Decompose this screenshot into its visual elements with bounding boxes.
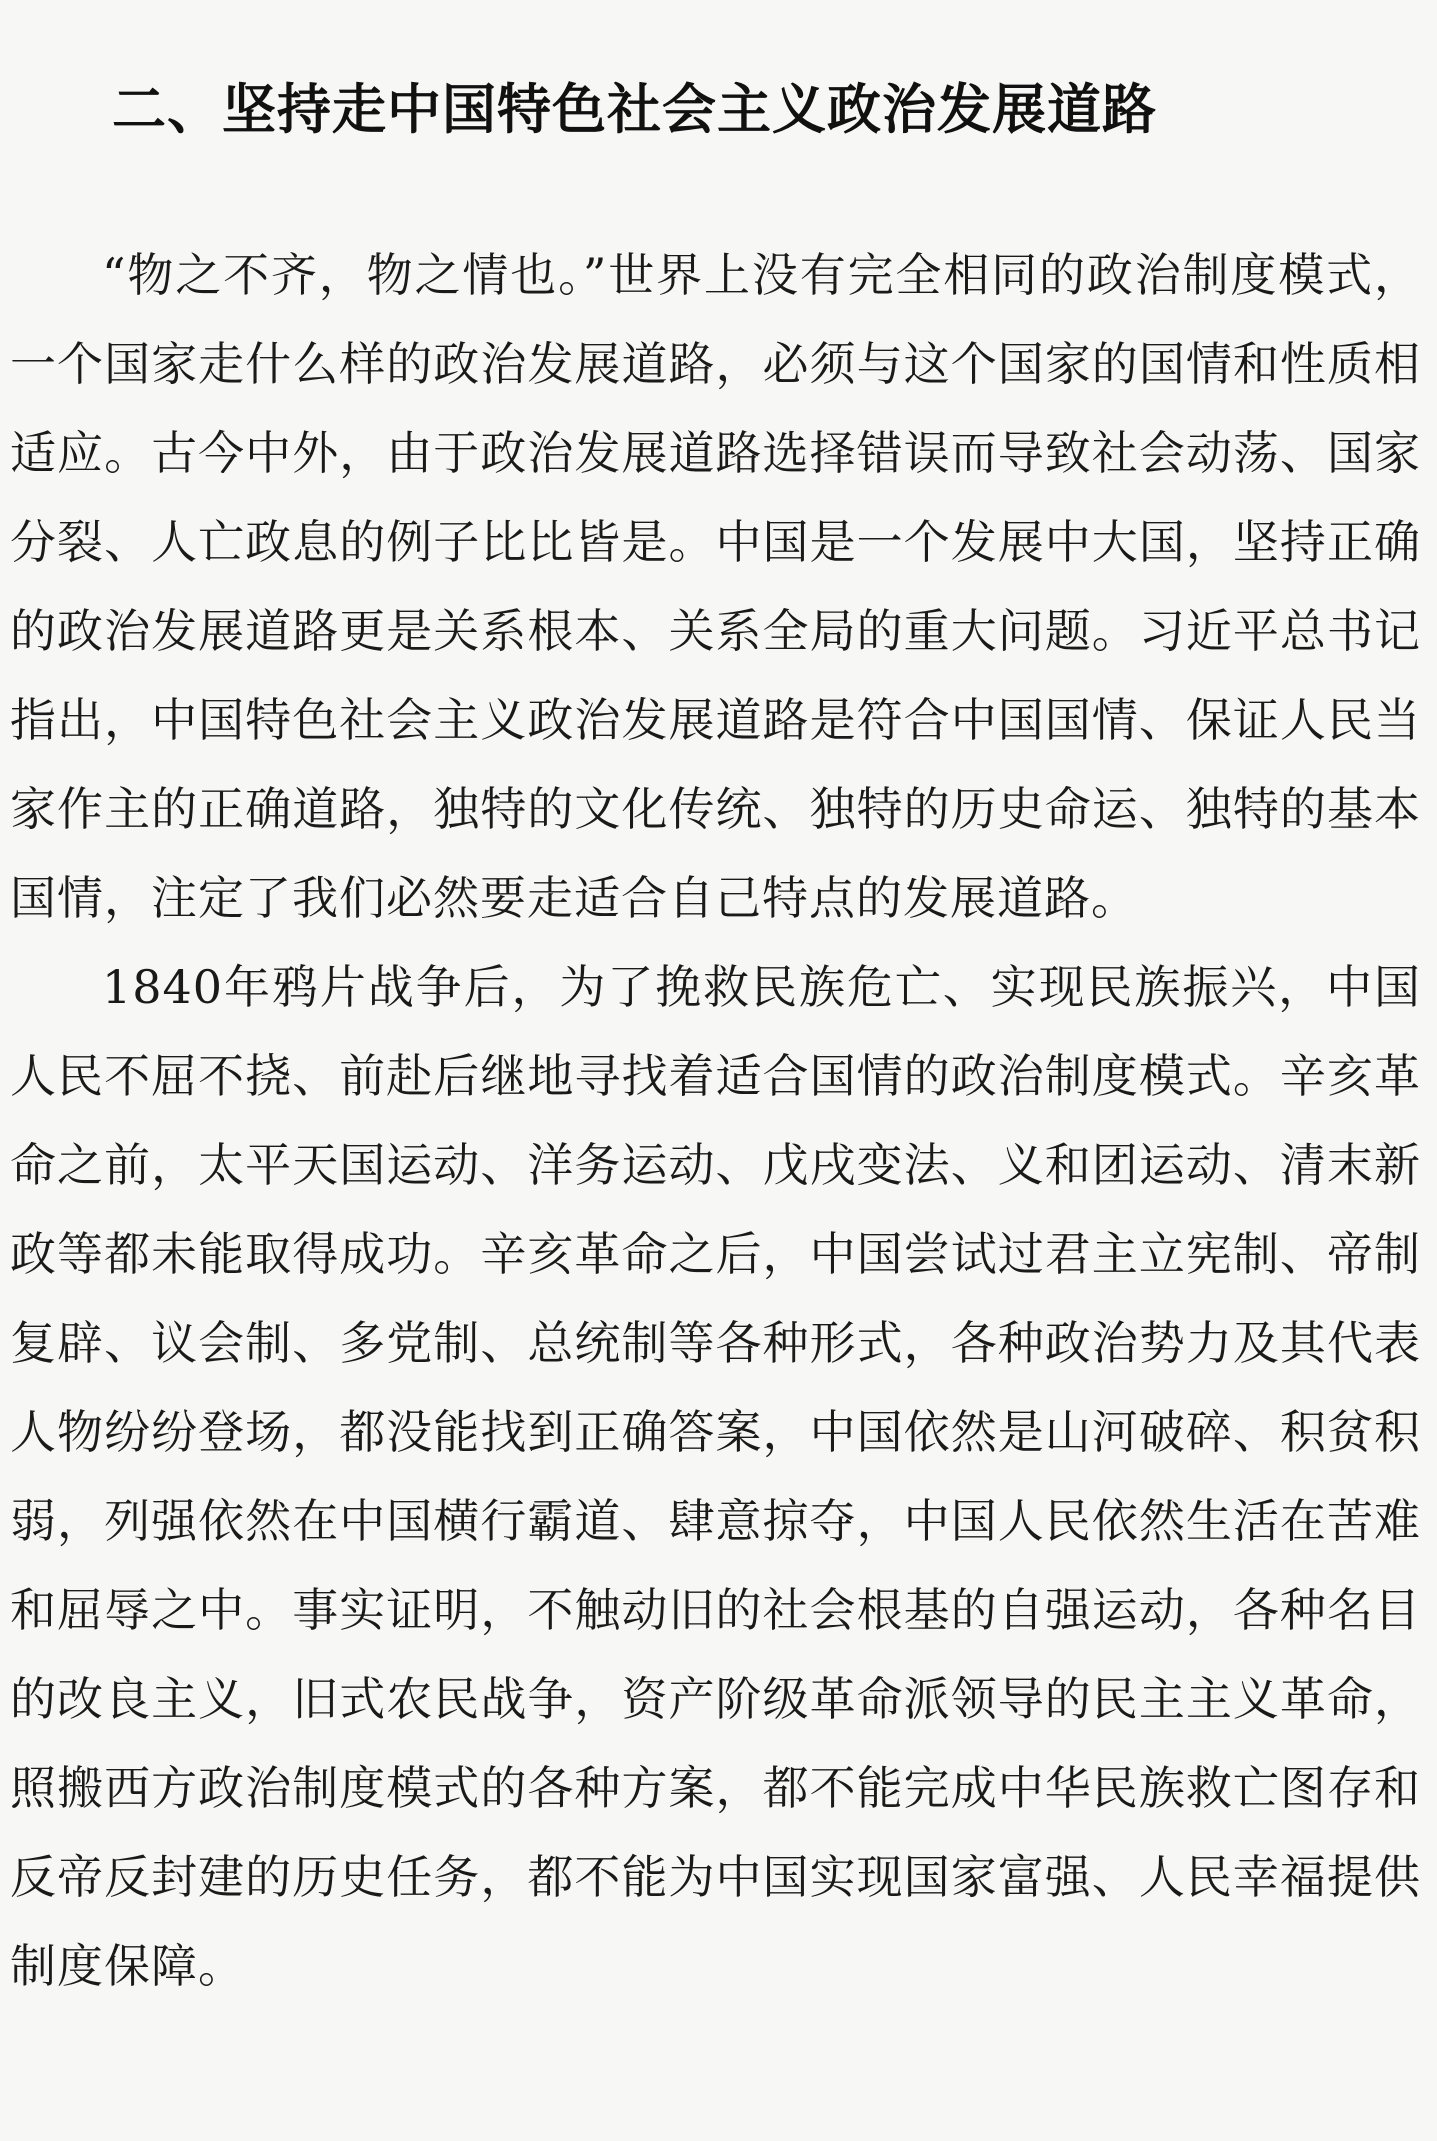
section-title: 二、坚持走中国特色社会主义政治发展道路	[112, 78, 1157, 141]
paragraph-1: “物之不齐，物之情也。”世界上没有完全相同的政治制度模式，一个国家走什么样的政治发展道路，必须与这个国家的国情和性质相适应。古今中外，由于政治发展道路选择错误而导致社会动荡、国家分裂、人亡政息的例子比比皆是。中国是一个发展中大国，坚持正确的政治发展道路更是关系根本、关系全局的重大问题。习近平总书记指出，中国特色社会主义政治发展道路是符合中国国情、保证人民当家作主的正确道路，独特的文化传统、独特的历史命运、独特的基本国情，注定了我们必然要走适合自己特点的发展道路。	[10, 247, 1421, 925]
paragraph-2: 1840年鸦片战争后，为了挽救民族危亡、实现民族振兴，中国人民不屈不挠、前赴后继地寻找着适合国情的政治制度模式。辛亥革命之前，太平天国运动、洋务运动、戊戌变法、义和团运动、清末新政等都未能取得成功。辛亥革命之后，中国尝试过君主立宪制、帝制复辟、议会制、多党制、总统制等各种形式，各种政治势力及其代表人物纷纷登场，都没能找到正确答案，中国依然是山河破碎、积贫积弱，列强依然在中国横行霸道、肆意掠夺，中国人民依然生活在苦难和屈辱之中。事实证明，不触动旧的社会根基的自强运动，各种名目的改良主义，旧式农民战争，资产阶级革命派领导的民主主义革命，照搬西方政治制度模式的各种方案，都不能完成中华民族救亡图存和反帝反封建的历史任务，都不能为中国实现国家富强、人民幸福提供制度保障。	[10, 959, 1421, 1993]
